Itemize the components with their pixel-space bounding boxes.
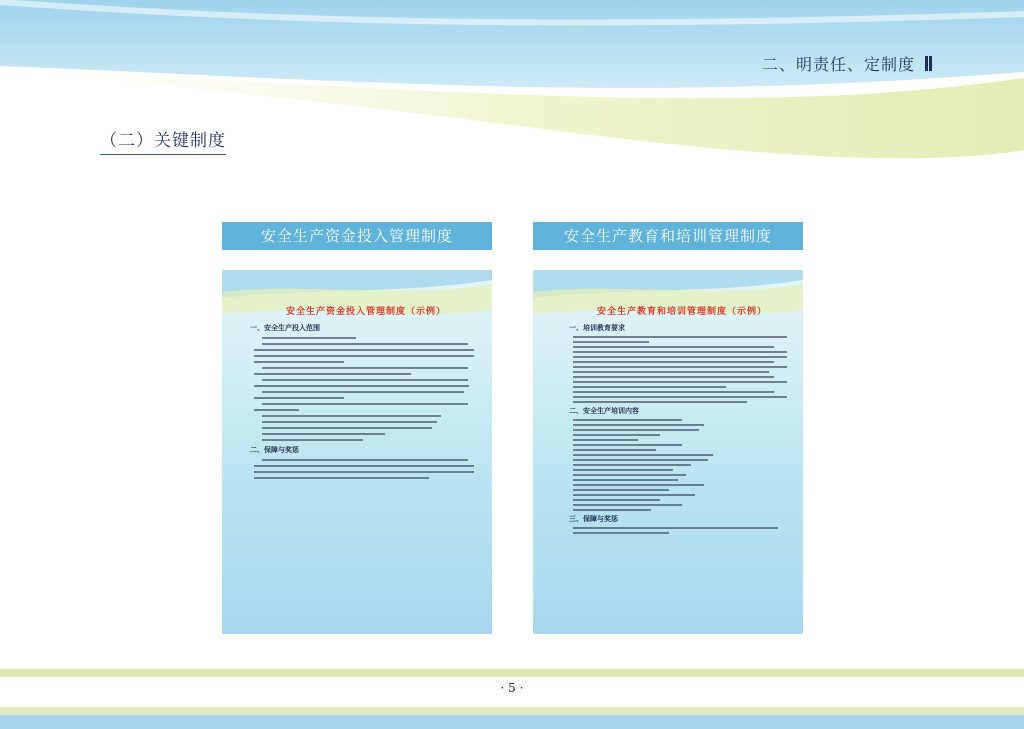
text-line <box>262 459 468 461</box>
chapter-marker-bars <box>925 56 928 71</box>
text-line <box>573 401 747 403</box>
text-line <box>262 433 385 435</box>
card-title-banner: 安全生产资金投入管理制度 <box>222 222 492 250</box>
text-line <box>573 434 660 436</box>
text-line <box>254 355 474 357</box>
document-heading: 一、培训教育要求 <box>569 324 625 332</box>
text-line <box>262 337 356 339</box>
text-line <box>254 397 344 399</box>
document-card-training <box>533 222 803 634</box>
text-line <box>573 391 774 393</box>
document-heading: 二、保障与奖惩 <box>250 446 299 454</box>
document-card-funding <box>222 222 492 634</box>
text-line <box>573 336 787 338</box>
document-thumbnail <box>222 270 492 634</box>
text-line <box>262 415 441 417</box>
text-line <box>573 464 691 466</box>
document-heading: 二、安全生产培训内容 <box>569 407 639 415</box>
text-line <box>254 409 299 411</box>
document-title: 安全生产教育和培训管理制度（示例） <box>596 307 767 317</box>
document-body <box>569 304 791 537</box>
document-heading: 一、安全生产投入范围 <box>250 324 320 332</box>
text-line <box>262 343 468 345</box>
text-line <box>254 349 474 351</box>
text-line <box>262 379 468 381</box>
text-line <box>262 427 432 429</box>
text-line <box>573 489 669 491</box>
text-line <box>573 424 704 426</box>
chapter-title: 二、明责任、定制度 <box>761 55 915 74</box>
text-line <box>254 361 344 363</box>
text-line <box>573 361 774 363</box>
text-line <box>573 376 774 378</box>
text-line <box>262 391 464 393</box>
text-line <box>573 527 778 529</box>
document-heading: 三、保障与奖惩 <box>569 515 618 523</box>
text-line <box>573 509 651 511</box>
text-line <box>573 474 686 476</box>
text-line <box>573 386 726 388</box>
text-line <box>262 367 468 369</box>
card-title-banner: 安全生产教育和培训管理制度 <box>533 222 803 250</box>
text-line <box>573 499 660 501</box>
text-line <box>254 477 429 479</box>
text-line <box>573 429 699 431</box>
section-title: （二）关键制度 <box>100 126 226 155</box>
document-body <box>250 304 478 483</box>
text-line <box>254 465 474 467</box>
text-line <box>262 439 363 441</box>
text-line <box>573 479 678 481</box>
text-line <box>573 341 649 343</box>
text-line <box>573 356 787 358</box>
text-line <box>573 396 787 398</box>
page-number: · 5 · <box>500 681 524 695</box>
text-line <box>254 385 469 387</box>
document-title: 安全生产资金投入管理制度（示例） <box>285 307 446 317</box>
text-line <box>573 484 704 486</box>
text-line <box>573 366 787 368</box>
chapter-header <box>762 52 928 75</box>
text-line <box>573 351 787 353</box>
text-line <box>254 373 411 375</box>
text-line <box>573 459 708 461</box>
document-thumbnail <box>533 270 803 634</box>
text-line <box>573 371 769 373</box>
text-line <box>573 449 656 451</box>
footer-stripes <box>0 669 1024 729</box>
text-line <box>573 381 787 383</box>
text-line <box>573 469 673 471</box>
text-line <box>262 421 437 423</box>
text-line <box>573 494 695 496</box>
text-line <box>573 454 713 456</box>
text-line <box>573 419 682 421</box>
text-line <box>573 346 774 348</box>
text-line <box>262 403 468 405</box>
text-line <box>573 444 682 446</box>
text-line <box>573 504 682 506</box>
text-line <box>573 532 669 534</box>
text-line <box>573 439 638 441</box>
text-line <box>254 471 474 473</box>
